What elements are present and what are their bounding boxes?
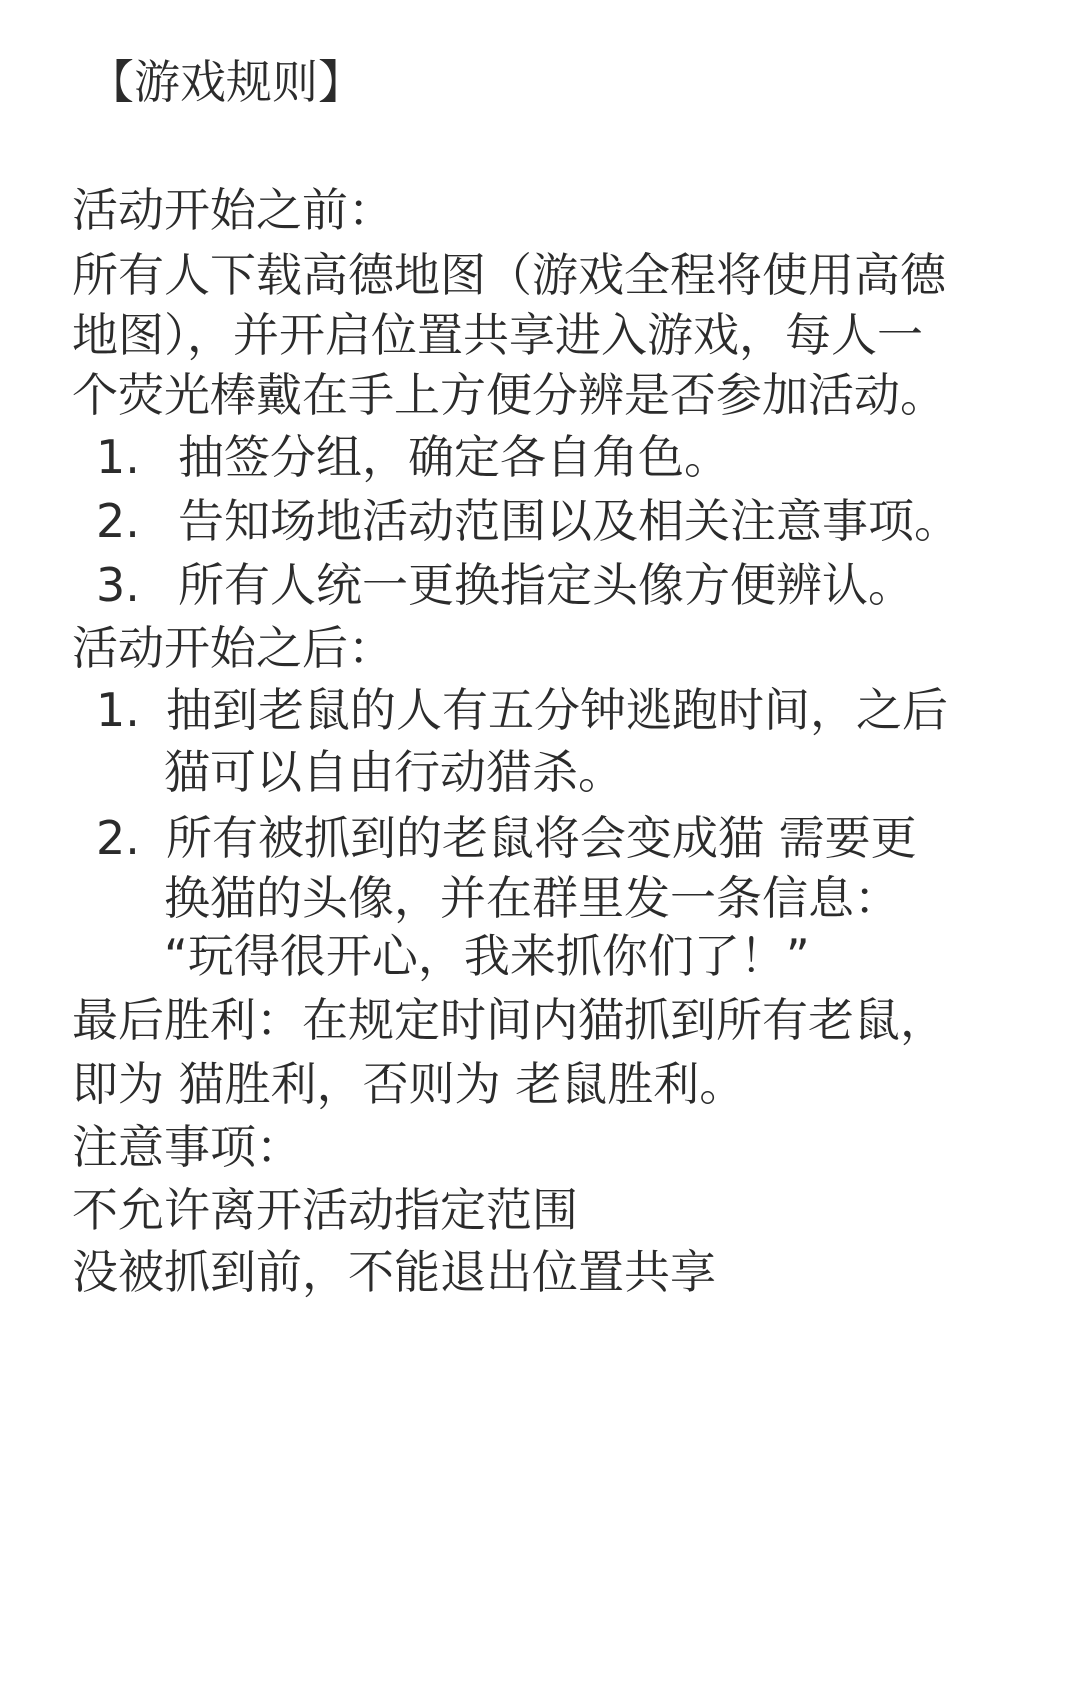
list-item-after-2-quote: “玩得很开心，我来抓你们了！”	[164, 929, 810, 983]
page-title: 【游戏规则】	[88, 55, 364, 109]
list-number: 2.	[96, 811, 140, 865]
list-item-before-2	[96, 491, 960, 551]
list-item-before-3	[96, 555, 914, 615]
note-line-2: 没被抓到前，不能退出位置共享	[72, 1245, 716, 1299]
list-item-after-1	[96, 680, 948, 740]
list-item-after-2	[96, 808, 917, 868]
section-heading-after: 活动开始之后：	[72, 621, 394, 675]
list-text: 抽到老鼠的人有五分钟逃跑时间，之后	[166, 683, 948, 737]
section-heading-before: 活动开始之前：	[72, 183, 394, 237]
list-item-after-2-continuation: 换猫的头像，并在群里发一条信息：	[164, 871, 900, 925]
intro-line-1: 所有人下载高德地图（游戏全程将使用高德	[72, 248, 946, 302]
section-heading-notes: 注意事项：	[72, 1120, 302, 1174]
note-line-1: 不允许离开活动指定范围	[72, 1183, 578, 1237]
list-text: 所有人统一更换指定头像方便辨认。	[178, 558, 914, 612]
list-number: 2.	[96, 494, 140, 548]
win-line-1: 最后胜利：在规定时间内猫抓到所有老鼠，	[72, 993, 946, 1047]
list-number: 3.	[96, 558, 140, 612]
win-line-2: 即为 猫胜利，否则为 老鼠胜利。	[72, 1057, 746, 1111]
intro-line-2: 地图），并开启位置共享进入游戏，每人一	[72, 308, 923, 362]
list-number: 1.	[96, 683, 140, 737]
list-text: 告知场地活动范围以及相关注意事项。	[178, 494, 960, 548]
list-item-before-1	[96, 427, 730, 487]
list-text: 所有被抓到的老鼠将会变成猫 需要更	[166, 811, 917, 865]
intro-line-3: 个荧光棒戴在手上方便分辨是否参加活动。	[72, 368, 946, 422]
list-text: 抽签分组，确定各自角色。	[178, 430, 730, 484]
list-item-after-1-continuation: 猫可以自由行动猎杀。	[164, 745, 624, 799]
list-number: 1.	[96, 430, 140, 484]
